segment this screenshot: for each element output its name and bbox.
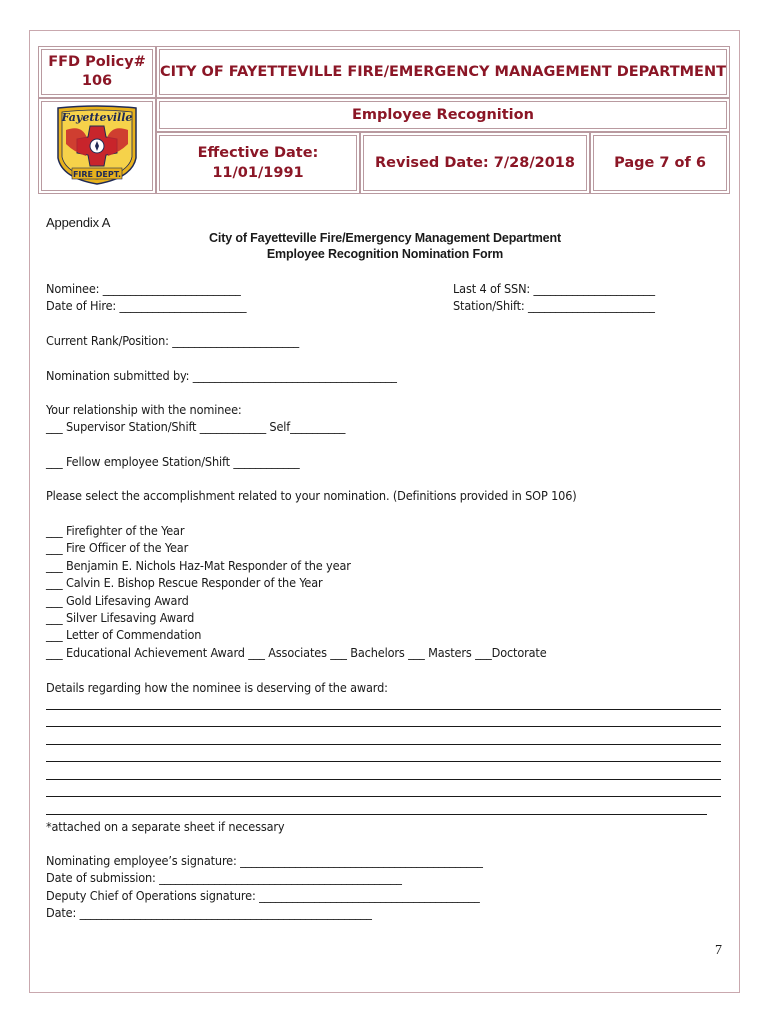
revised-date: Revised Date: 7/28/2018 bbox=[363, 135, 587, 191]
details-line[interactable] bbox=[46, 709, 721, 710]
relationship-supervisor-option[interactable]: ___ Supervisor Station/Shift ____________ Self__________ bbox=[46, 419, 346, 434]
relationship-fellow-option[interactable]: ___ Fellow employee Station/Shift ____________ bbox=[46, 454, 300, 469]
effective-date-cell bbox=[156, 132, 360, 194]
award-option-educational[interactable]: ___ Educational Achievement Award ___ Associates ___ Bachelors ___ Masters ___Doctorate bbox=[46, 645, 547, 660]
appendix-label: Appendix A bbox=[46, 215, 111, 230]
station-shift-field[interactable]: Station/Shift: _______________________ bbox=[453, 298, 655, 313]
revised-date-cell bbox=[360, 132, 590, 194]
page-cell bbox=[590, 132, 730, 194]
details-prompt: Details regarding how the nominee is deserving of the award: bbox=[46, 680, 388, 695]
ssn-last4-field[interactable]: Last 4 of SSN: ______________________ bbox=[453, 281, 655, 296]
submitted-by-field[interactable]: Nomination submitted by: _____________________________________ bbox=[46, 368, 397, 383]
award-option-commendation[interactable]: ___ Letter of Commendation bbox=[46, 627, 202, 642]
form-title-line-2: Employee Recognition Nomination Form bbox=[266, 247, 504, 261]
attachment-note: *attached on a separate sheet if necessary bbox=[46, 819, 285, 834]
award-option-firefighter[interactable]: ___ Firefighter of the Year bbox=[46, 523, 185, 538]
submission-date-field[interactable]: Date of submission: ____________________________________________ bbox=[46, 870, 402, 885]
department-title-cell bbox=[156, 46, 730, 98]
subject-title: Employee Recognition bbox=[159, 101, 727, 129]
details-line[interactable] bbox=[46, 779, 721, 780]
details-line[interactable] bbox=[46, 744, 721, 745]
approval-date-field[interactable]: Date: _____________________________________________________ bbox=[46, 905, 372, 920]
details-line[interactable] bbox=[46, 796, 721, 797]
details-line[interactable] bbox=[46, 726, 721, 727]
page-indicator: Page 7 of 6 bbox=[593, 135, 727, 191]
policy-label: FFD Policy# bbox=[48, 54, 146, 70]
logo-bottom-text: FIRE DEPT. bbox=[72, 170, 122, 179]
relationship-prompt: Your relationship with the nominee: bbox=[46, 402, 242, 417]
logo-top-text: Fayetteville bbox=[61, 111, 133, 124]
award-option-rescue[interactable]: ___ Calvin E. Bishop Rescue Responder of the Year bbox=[46, 575, 323, 590]
logo-cell bbox=[38, 98, 156, 194]
rank-position-field[interactable]: Current Rank/Position: _______________________ bbox=[46, 333, 300, 348]
policy-cell bbox=[38, 46, 156, 98]
details-line[interactable] bbox=[46, 761, 721, 762]
effective-date-label: Effective Date: bbox=[197, 145, 319, 161]
accomplishment-prompt: Please select the accomplishment related to your nomination. (Definitions provided in SOP 106) bbox=[46, 488, 577, 503]
page-number: 7 bbox=[715, 943, 722, 958]
nominator-signature-field[interactable]: Nominating employee’s signature: ____________________________________________ bbox=[46, 853, 483, 868]
policy-number: 106 bbox=[81, 73, 113, 89]
deputy-chief-signature-field[interactable]: Deputy Chief of Operations signature: ________________________________________ bbox=[46, 888, 480, 903]
date-of-hire-field[interactable]: Date of Hire: _______________________ bbox=[46, 298, 247, 313]
award-option-gold-lifesaving[interactable]: ___ Gold Lifesaving Award bbox=[46, 593, 189, 608]
award-option-fire-officer[interactable]: ___ Fire Officer of the Year bbox=[46, 540, 189, 555]
details-line[interactable] bbox=[46, 814, 707, 815]
effective-date-value: 11/01/1991 bbox=[212, 165, 304, 181]
subject-cell bbox=[156, 98, 730, 132]
award-option-hazmat[interactable]: ___ Benjamin E. Nichols Haz-Mat Responder of the year bbox=[46, 558, 351, 573]
award-option-silver-lifesaving[interactable]: ___ Silver Lifesaving Award bbox=[46, 610, 195, 625]
nominee-field[interactable]: Nominee: _________________________ bbox=[46, 281, 241, 296]
department-title: CITY OF FAYETTEVILLE FIRE/EMERGENCY MANAGEMENT DEPARTMENT bbox=[159, 49, 727, 95]
form-title-line-1: City of Fayetteville Fire/Emergency Management Department bbox=[209, 231, 561, 245]
fire-dept-badge-icon bbox=[52, 104, 142, 188]
